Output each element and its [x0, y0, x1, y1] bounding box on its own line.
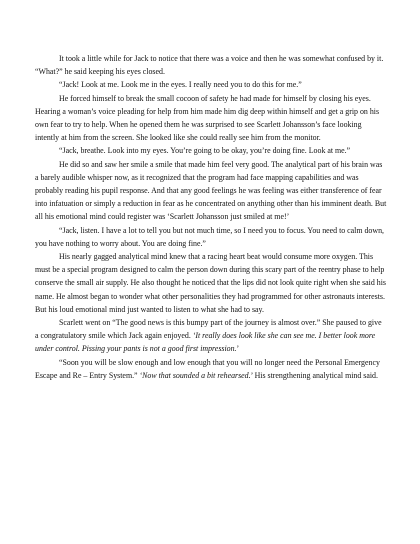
- paragraph: [35, 144, 387, 157]
- paragraph-text: Scarlett went on “The good news is this bumpy part of the journey is almost over.” She paused to give a congratulatory smile which Jack again enjoyed.: [35, 318, 382, 341]
- italic-thought: ‘It really does look like she can see me. I better look more under control. Pissing your pants is not a good first impression.: [35, 331, 376, 354]
- paragraph-text: “Jack, listen. I have a lot to tell you but not much time, so I need you to focus. You need to calm down, you have nothing to worry about. You are doing fine.”: [35, 225, 384, 248]
- paragraph-text: “Jack! Look at me. Look me in the eyes. I really need you to do this for me.”: [59, 80, 302, 90]
- paragraph: [35, 356, 387, 382]
- page-body: [35, 52, 387, 382]
- paragraph: [35, 224, 387, 250]
- paragraph-text: “Jack, breathe. Look into my eyes. You’re going to be okay, you’re doing fine. Look at me.”: [59, 146, 351, 156]
- paragraph-text: It took a little while for Jack to notice that there was a voice and then he was somewhat confused by it. “What?” he said keeping his eyes closed.: [35, 54, 384, 77]
- paragraph-text: ’ His strengthening analytical mind said.: [250, 370, 378, 380]
- paragraph: [35, 250, 387, 316]
- paragraph: [35, 158, 387, 224]
- paragraph-text: He forced himself to break the small cocoon of safety he had made for himself by closing his eyes. Hearing a woman’s voice pleading for help from him made him dig deep within himself and get a grip on his own fear to try to help. When he opened them he was surprised to see Scarlett Johansson’s face looking intently at him from the screen. She looked like she could really see him from the monitor.: [35, 93, 380, 143]
- paragraph: [35, 52, 387, 78]
- paragraph-text: His nearly gagged analytical mind knew that a racing heart beat would consume more oxygen. This must be a special program designed to calm the person down during this scary part of the reentry phase to help conserve the small air supply. He also thought he noticed that the lips did not look quite right when she said his name. He almost began to wonder what other personalities they had programmed for other astronauts interests. But his loud emotional mind just wanted to listen to what she had to say.: [35, 252, 386, 314]
- paragraph: [35, 78, 387, 91]
- paragraph-text: “Soon you will be slow enough and low enough that you will no longer need the Personal Emergency Escape and Re – Entry System.”: [35, 357, 380, 380]
- italic-thought: ‘Now that sounded a bit rehearsed.: [139, 370, 251, 380]
- paragraph-text: He did so and saw her smile a smile that made him feel very good. The analytical part of his brain was a barely audible whisper now, as it recognized that the program had face mapping capabilities and was probably reading his pupil response. And that any good feelings he was feeling was either transference of fear into infatuation or simply a reduction in fear as he concentrated on anything other than his imminent death. But all his emotional mind could register was ‘Scarlett Johansson just smiled at me!’: [35, 159, 387, 222]
- paragraph: [35, 92, 387, 145]
- paragraph: [35, 316, 387, 356]
- paragraph-text: ’: [236, 344, 240, 354]
